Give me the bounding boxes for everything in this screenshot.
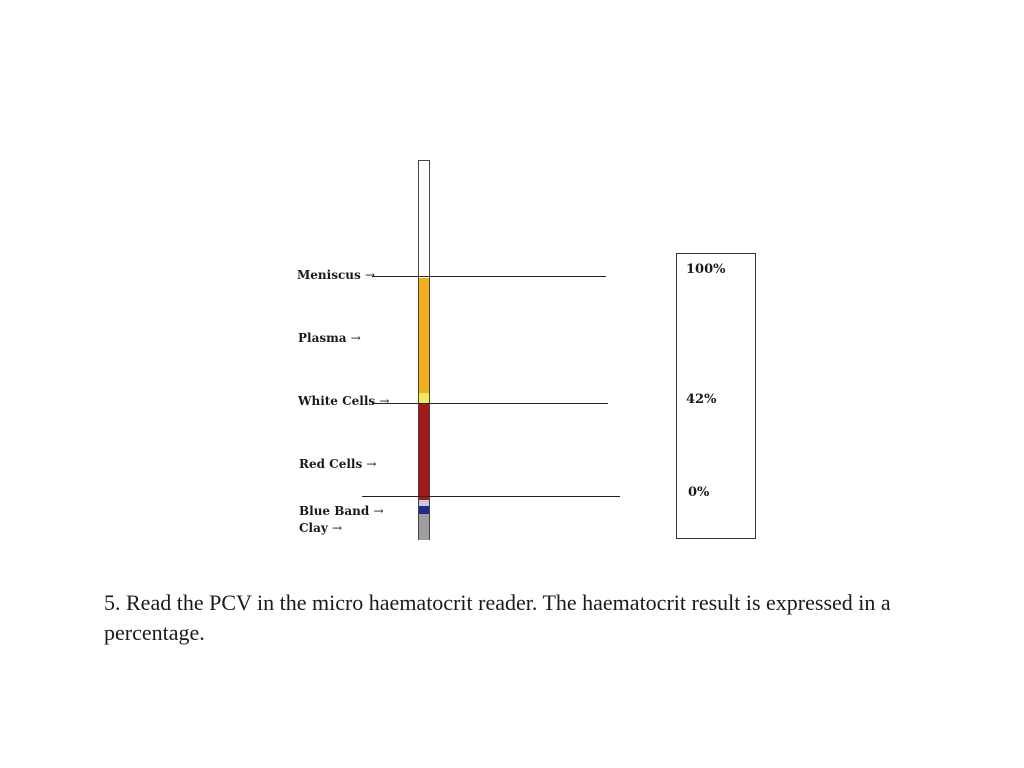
arrow-icon: → bbox=[366, 457, 377, 471]
meniscus-line bbox=[372, 276, 606, 277]
arrow-icon: → bbox=[373, 504, 384, 518]
reader-0-percent: 0% bbox=[688, 485, 710, 500]
blue-band-label: Blue Band → bbox=[299, 504, 384, 518]
red-cells-label: Red Cells → bbox=[299, 457, 377, 471]
blue-band-dark bbox=[419, 506, 429, 514]
meniscus-label: Meniscus → bbox=[297, 268, 375, 282]
clay-label: Clay → bbox=[299, 521, 343, 535]
arrow-icon: → bbox=[364, 268, 375, 282]
red-cells-layer bbox=[419, 404, 429, 500]
arrow-icon: → bbox=[350, 331, 361, 345]
clay-layer bbox=[419, 514, 429, 540]
white-cells-label: White Cells → bbox=[298, 394, 390, 408]
plasma-label: Plasma → bbox=[298, 331, 361, 345]
reader-42-percent: 42% bbox=[686, 392, 717, 407]
instruction-caption: 5. Read the PCV in the micro haematocrit reader. The haematocrit result is expressed in a percentage. bbox=[104, 590, 891, 645]
arrow-icon: → bbox=[379, 394, 390, 408]
arrow-icon: → bbox=[332, 521, 343, 535]
plasma-layer bbox=[419, 278, 429, 393]
capillary-tube bbox=[418, 160, 430, 540]
white-cells-line bbox=[372, 403, 608, 404]
zero-line bbox=[362, 496, 620, 497]
reader-100-percent: 100% bbox=[686, 262, 726, 277]
